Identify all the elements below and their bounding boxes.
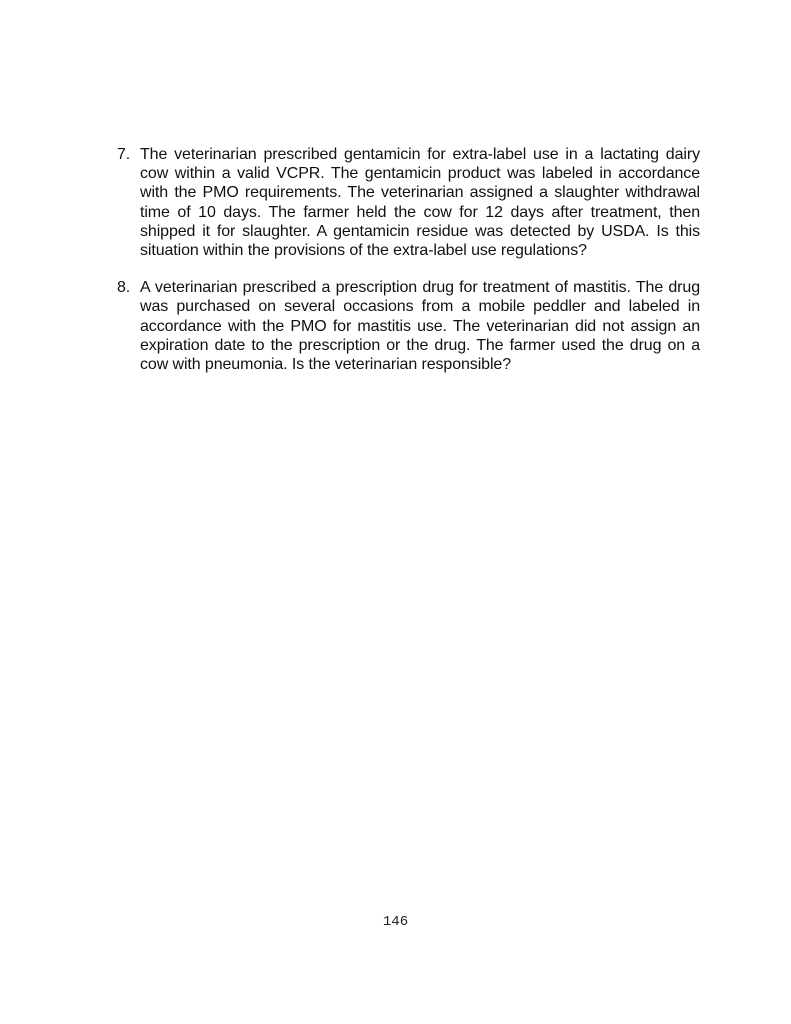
- question-number: 8.: [117, 279, 131, 297]
- question-number: 7.: [117, 146, 131, 163]
- question-8: [114, 278, 700, 374]
- page-number: 146: [382, 914, 409, 930]
- question-list: [114, 145, 700, 392]
- question-text: The veterinarian prescribed gentamicin for extra-label use in a lactating dairy cow within a valid VCPR. The gentamicin product was labeled in accordance with the PMO requirements. The veterinarian assigned a slaughter withdrawal time of 10 days. The farmer held the cow for 12 days after treatment, then shipped it for slaughter. A gentamicin residue was detected by USDA. Is this situation within the provisions of the extra-label use regulations?: [140, 146, 700, 260]
- question-7: [114, 145, 700, 260]
- question-text: A veterinarian prescribed a prescription drug for treatment of mastitis. The drug was purchased on several occasions from a mobile peddler and labeled in accordance with the PMO for mastitis use. The veterinarian did not assign an expiration date to the prescription or the drug. The farmer used the drug on a cow with pneumonia. Is the veterinarian responsible?: [140, 279, 700, 374]
